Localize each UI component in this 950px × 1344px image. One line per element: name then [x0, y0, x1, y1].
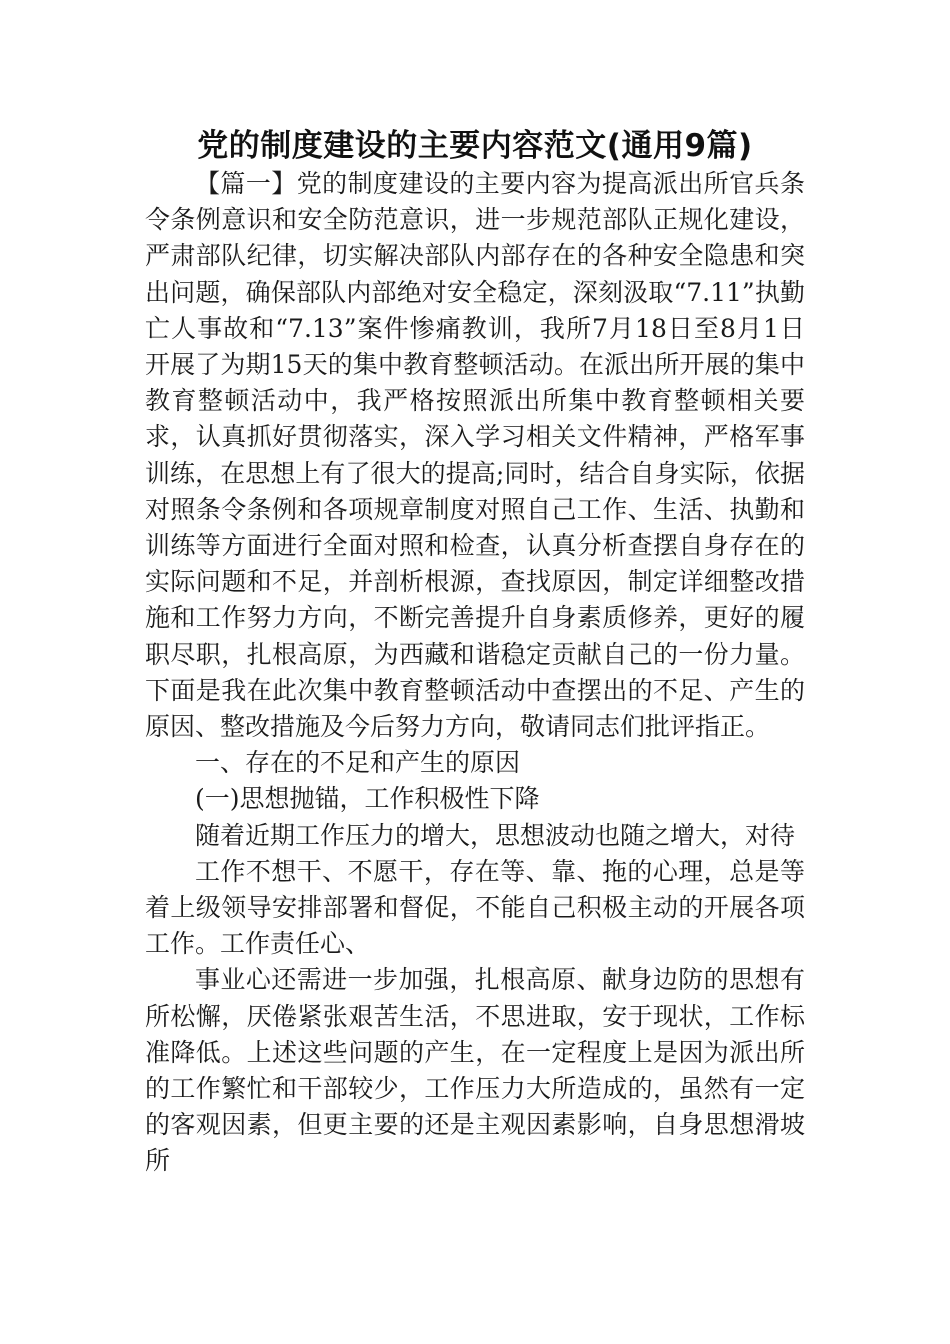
- document-title: 党的制度建设的主要内容范文(通用9篇): [197, 128, 753, 164]
- section-heading-1: 一、存在的不足和产生的原因: [195, 748, 521, 778]
- paragraph-2: 随着近期工作压力的增大，思想波动也随之增大，对待: [195, 820, 796, 850]
- paragraph-1: 【篇一】党的制度建设的主要内容为提高派出所官兵条令条例意识和安全防范意识，进一步规范部队正规化建设，严肃部队纪律，切实解决部队内部存在的各种安全隐患和突出问题，确保部队内部绝对安全稳定，深刻汲取“7.11”执勤亡人事故和“7.13”案件惨痛教训，我所7月18日至8月1日开展了为期15天的集中教育整顿活动。在派出所开展的集中教育整顿活动中，我严格按照派出所集中教育整顿相关要求，认真抓好贯彻落实，深入学习相关文件精神，严格军事训练，在思想上有了很大的提高;同时，结合自身实际，依据对照条令条例和各项规章制度对照自己工作、生活、执勤和训练等方面进行全面对照和检查，认真分析查摆自身存在的实际问题和不足，并剖析根源，查找原因，制定详细整改措施和工作努力方向，不断完善提升自身素质修养，更好的履职尽职，扎根高原，为西藏和谐稳定贡献自己的一份力量。下面是我在此次集中教育整顿活动中查摆出的不足、产生的原因、整改措施及今后努力方向，敬请同志们批评指正。: [145, 169, 805, 742]
- subsection-heading-1: (一)思想抛锚，工作积极性下降: [195, 784, 540, 814]
- paragraph-3: 工作不想干、不愿干，存在等、靠、拖的心理，总是等着上级领导安排部署和督促，不能自己积极主动的开展各项工作。工作责任心、: [145, 856, 805, 959]
- paragraph-4: 事业心还需进一步加强，扎根高原、献身边防的思想有所松懈，厌倦紧张艰苦生活，不思进取，安于现状，工作标准降低。上述这些问题的产生，在一定程度上是因为派出所的工作繁忙和干部较少，工作压力大所造成的，虽然有一定的客观因素，但更主要的还是主观因素影响，自身思想滑坡所: [145, 965, 805, 1176]
- document-body: [145, 166, 805, 1180]
